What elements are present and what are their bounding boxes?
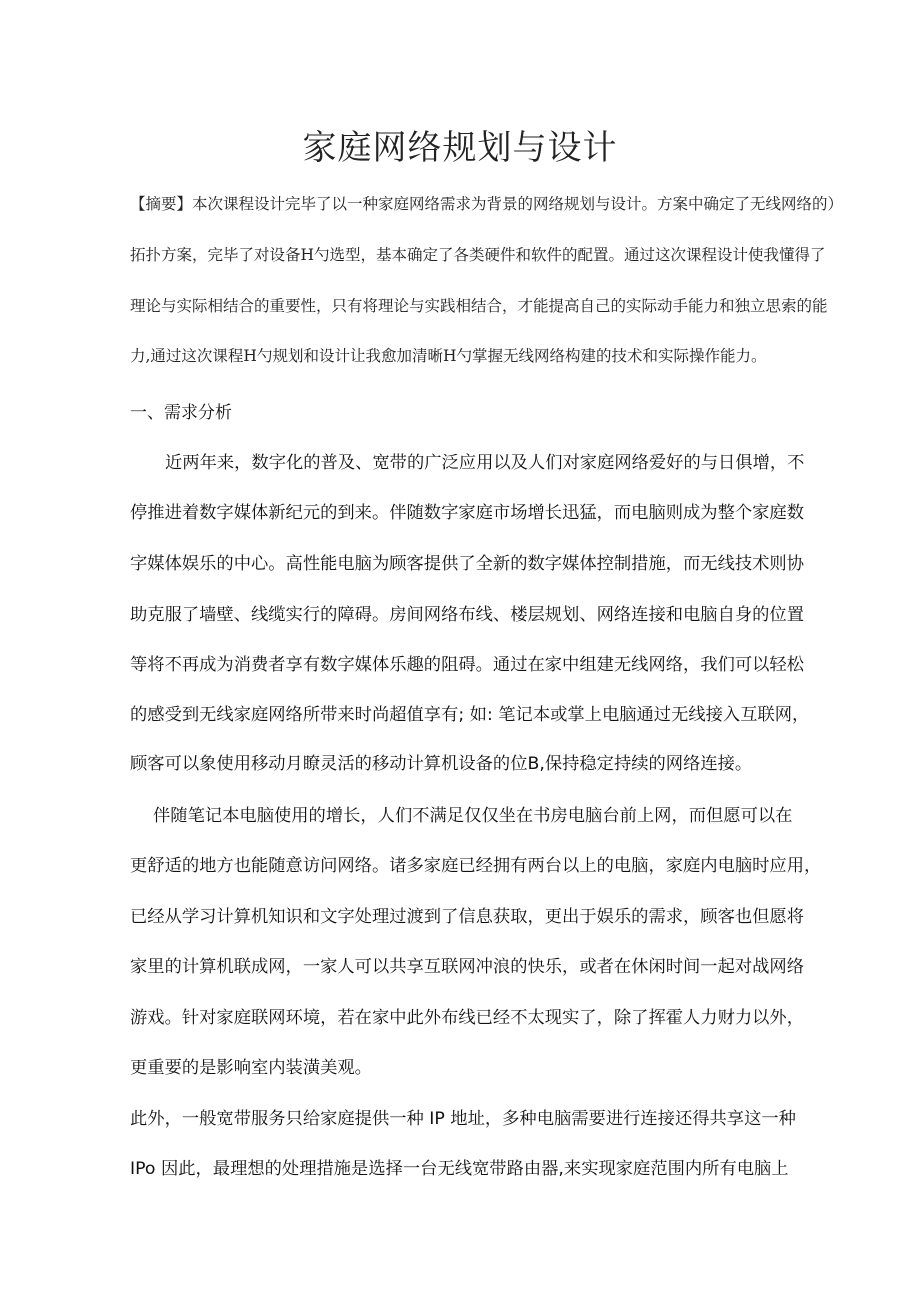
paragraph-1-line-3: 字媒体娱乐的中心。高性能电脑为顾客提供了全新的数字媒体控制措施，而无线技术则协 <box>130 554 804 574</box>
abstract-line-4: 力,通过这次课程H勺规划和设计让我愈加清晰H勺掌握无线网络构建的技术和实际操作能力。 <box>130 347 767 365</box>
section-heading: 一、需求分析 <box>130 403 232 423</box>
paragraph-2-line-6: 更重要的是影响室内装潢美观。 <box>130 1058 372 1078</box>
paragraph-1-line-2: 停推进着数字媒体新纪元的到来。伴随数字家庭市场增长迅猛，而电脑则成为整个家庭数 <box>130 503 804 523</box>
paragraph-2-line-2: 更舒适的地方也能随意访问网络。诸多家庭已经拥有两台以上的电脑，家庭内电脑时应用， <box>130 856 822 876</box>
page-title: 家庭网络规划与设计 <box>302 128 618 168</box>
paragraph-1-line-1: 近两年来，数字化的普及、宽带的广泛应用以及人们对家庭网络爱好的与日俱增，不 <box>165 453 805 473</box>
paragraph-3-line-2: IPo 因此，最理想的处理措施是选择一台无线宽带路由器,来实现家庭范围内所有电脑上 <box>130 1159 789 1179</box>
abstract-line-2: 拓扑方案，完毕了对设备H勺选型，基本确定了各类硬件和软件的配置。通过这次课程设计使我懂得了 <box>130 246 826 264</box>
paragraph-2-line-3: 已经从学习计算机知识和文字处理过渡到了信息获取，更出于娱乐的需求，顾客也但愿将 <box>130 907 804 927</box>
paragraph-1-line-6: 的感受到无线家庭网络所带来时尚超值享有; 如: 笔记本或掌上电脑通过无线接入互联网， <box>130 705 810 725</box>
paragraph-1-line-5: 等将不再成为消费者享有数字媒体乐趣的阻碍。通过在家中组建无线网络，我们可以轻松 <box>130 655 804 675</box>
abstract-line-1: 【摘要】本次课程设计完毕了以一种家庭网络需求为背景的网络规划与设计。方案中确定了无线网络的） <box>130 195 844 213</box>
paragraph-1-line-7: 顾客可以象使用移动月瞭灵活的移动计算机设备的位B,保持稳定持续的网络连接。 <box>130 754 753 774</box>
paragraph-3-line-1: 此外，一般宽带服务只给家庭提供一种 IP 地址，多种电脑需要进行连接还得共享这一种 <box>130 1109 796 1129</box>
paragraph-1-line-4: 助克服了墙壁、线缆实行的障碍。房间网络布线、楼层规划、网络连接和电脑自身的位置 <box>130 605 804 625</box>
abstract-line-3: 理论与实际相结合的重要性，只有将理论与实践相结合，才能提高自己的实际动手能力和独立思索的能 <box>130 297 828 315</box>
paragraph-2-line-4: 家里的计算机联成网，一家人可以共享互联网冲浪的快乐，或者在休闲时间一起对战网络 <box>130 957 804 977</box>
paragraph-2-line-5: 游戏。针对家庭联网环境，若在家中此外布线已经不太现实了，除了挥霍人力财力以外， <box>130 1008 804 1028</box>
paragraph-2-line-1: 伴随笔记本电脑使用的增长，人们不满足仅仅坐在书房电脑台前上网，而但愿可以在 <box>153 806 793 826</box>
